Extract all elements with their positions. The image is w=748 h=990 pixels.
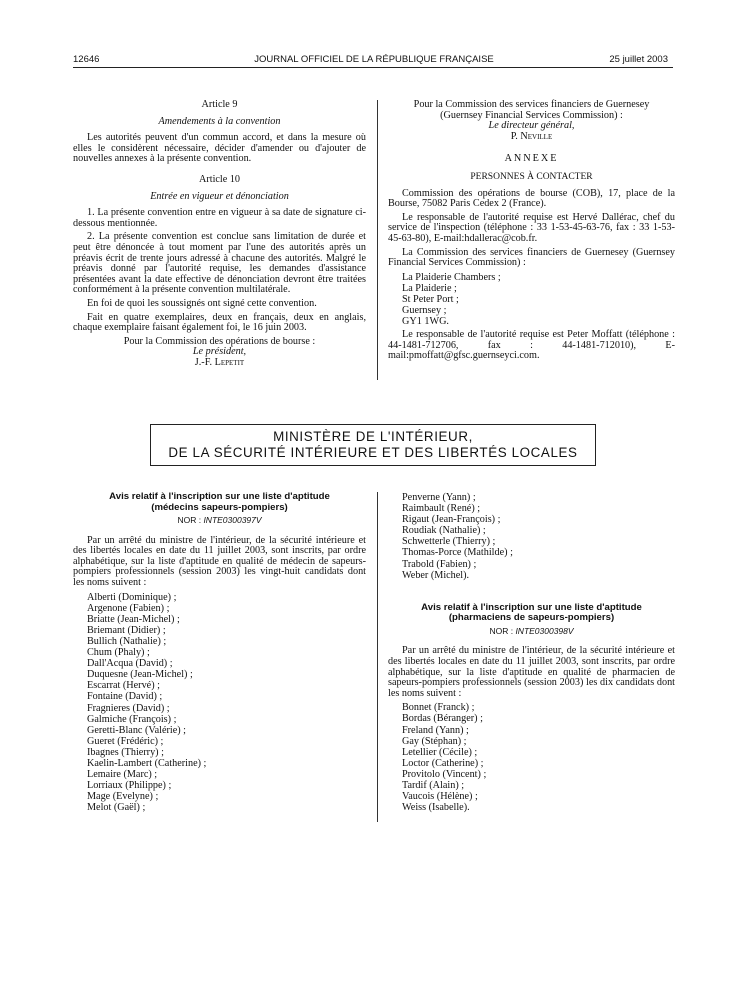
signature-intro: Pour la Commission des services financiers de Guernesey (Guernsey Financial Services Commission) : — [413, 99, 650, 121]
avis-medecins-column — [73, 492, 366, 813]
list-item: Gueret (Frédéric) ; — [87, 735, 164, 747]
column-divider — [377, 100, 378, 380]
column-divider — [377, 492, 378, 822]
list-item: Alberti (Dominique) ; — [87, 591, 177, 603]
list-item: Gay (Stéphan) ; — [402, 735, 467, 747]
annexe-subtitle: PERSONNES À CONTACTER — [470, 171, 593, 182]
article10-paragraph-4: Fait en quatre exemplaires, deux en français, deux en anglais, chaque exemplaire faisant également foi, le 16 juin 2003. — [73, 311, 366, 334]
list-item: Bullich (Nathalie) ; — [87, 635, 167, 647]
list-item: Lemaire (Marc) ; — [87, 769, 158, 781]
avis1-names-list — [73, 592, 366, 814]
ministry-line-1: MINISTÈRE DE L'INTÉRIEUR, — [273, 429, 473, 444]
list-item: Trabold (Fabien) ; — [402, 558, 477, 570]
list-item: Rigaut (Jean-François) ; — [402, 514, 501, 526]
annexe-heading: ANNEXE — [504, 153, 559, 165]
page-number: 12646 — [73, 54, 100, 65]
list-item: Vaucois (Hélène) ; — [402, 791, 478, 803]
address-line: Guernsey ; — [402, 305, 447, 316]
list-item: Tardif (Alain) ; — [402, 779, 465, 791]
address-line: La Plaiderie ; — [402, 282, 457, 294]
list-item: Kaelin-Lambert (Catherine) ; — [87, 757, 207, 769]
left-top-column — [73, 100, 366, 368]
list-item: Dall'Acqua (David) ; — [87, 658, 173, 670]
list-item: Provitolo (Vincent) ; — [402, 768, 487, 780]
avis2-names-list — [388, 702, 675, 813]
list-item: Fragnieres (David) ; — [87, 702, 170, 714]
address-line: St Peter Port ; — [402, 293, 459, 305]
list-item: Mage (Evelyne) ; — [87, 791, 159, 803]
article10-paragraph-2: 2. La présente convention est conclue sans limitation de durée et peut être dénoncée à tout moment par l'une des autorités après un préavis écrit de trente jours adressé à chacune des autorités. Malgré le préavis donné par l'autorité requise, les demandes d'assistance présentées avant la date effective de dénonciation devront être traitées conformément à la présente convention multilatérale. — [73, 231, 366, 296]
avis2-nor — [388, 626, 675, 637]
list-item: Weiss (Isabelle). — [402, 802, 470, 814]
annexe-paragraph-4: Le responsable de l'autorité requise est Peter Moffatt (téléphone : 44-1481-712706, fax : 44-1481-712010), E-mail:pmoffatt@gfsc.guernseyci.com. — [388, 329, 675, 362]
list-item: Geretti-Blanc (Valérie) ; — [87, 724, 186, 736]
avis1-names-list-continued — [388, 492, 675, 581]
signature-role: Le président, — [192, 346, 247, 358]
ministry-line-2: DE LA SÉCURITÉ INTÉRIEURE ET DES LIBERTÉS LOCALES — [168, 445, 578, 460]
nor-label: NOR : — [177, 515, 202, 525]
list-item: Escarrat (Hervé) ; — [87, 680, 160, 692]
article10-subtitle: Entrée en vigueur et dénonciation — [150, 190, 289, 202]
signature-intro: Pour la Commission des opérations de bourse : — [123, 335, 316, 347]
list-item: Bordas (Béranger) ; — [402, 713, 483, 725]
list-item: Duquesne (Jean-Michel) ; — [87, 669, 193, 681]
avis2-title-line-2: (pharmaciens de sapeurs-pompiers) — [448, 612, 615, 624]
journal-title: JOURNAL OFFICIEL DE LA RÉPUBLIQUE FRANÇAISE — [254, 54, 494, 65]
article9-text: Les autorités peuvent d'un commun accord, et dans la mesure où elles le considèrent nécessaire, décider d'amender ou d'ajouter de nouvelles annexes à la présente convention. — [73, 132, 366, 165]
avis1-nor — [73, 515, 366, 526]
list-item: Briemant (Didier) ; — [87, 624, 166, 636]
guernsey-address — [388, 272, 675, 327]
nor-value: INTE0300398V — [515, 625, 574, 636]
nor-label: NOR : — [489, 625, 514, 636]
header-rule — [73, 67, 673, 68]
signature-name: P. Neville — [510, 130, 553, 142]
list-item: Freland (Yann) ; — [402, 724, 469, 736]
article10-paragraph-1: 1. La présente convention entre en vigueur à sa date de signature ci-dessous mentionnée. — [73, 207, 366, 229]
list-item: Weber (Michel). — [402, 569, 470, 581]
list-item: Galmiche (François) ; — [87, 713, 177, 725]
signature-name: J.-F. Lepetit — [194, 356, 245, 368]
list-item: Chum (Phaly) ; — [87, 647, 150, 659]
article10-paragraph-3: En foi de quoi les soussignés ont signé cette convention. — [87, 297, 317, 309]
address-line: GY1 1WG. — [402, 316, 449, 328]
list-item: Schwetterle (Thierry) ; — [402, 536, 496, 548]
ministry-heading-box — [150, 424, 596, 466]
nor-value: INTE0300397V — [203, 515, 262, 525]
list-item: Roudiak (Nathalie) ; — [402, 525, 486, 537]
list-item: Lorriaux (Philippe) ; — [87, 780, 172, 792]
avis1-title-line-2: (médecins sapeurs-pompiers) — [151, 501, 288, 513]
signature-role: Le directeur général, — [488, 120, 575, 132]
list-item: Fontaine (David) ; — [87, 691, 163, 703]
list-item: Bonnet (Franck) ; — [402, 702, 475, 714]
list-item: Argenone (Fabien) ; — [87, 602, 170, 614]
list-item: Melot (Gaël) ; — [87, 802, 146, 814]
annexe-paragraph-3: La Commission des services financiers de Guernesey (Guernsey Financial Services Commission) : — [388, 246, 675, 269]
avis-pharmaciens-column — [388, 492, 675, 813]
avis1-intro: Par un arrêté du ministre de l'intérieur, de la sécurité intérieure et des libertés locales en date du 11 juillet 2003, sont inscrits, par ordre alphabétique, sur la liste d'aptitude en qualité de médecin de sapeurs-pompiers professionnels (session 2003) les vingt-huit candidats dont les noms suivent : — [73, 534, 366, 588]
list-item: Raimbault (René) ; — [402, 503, 481, 515]
publication-date: 25 juillet 2003 — [609, 54, 668, 65]
annexe-paragraph-1: Commission des opérations de bourse (COB), 17, place de la Bourse, 75082 Paris Cedex 2 (France). — [388, 187, 675, 210]
avis2-intro: Par un arrêté du ministre de l'intérieur, de la sécurité intérieure et des libertés locales en date du 11 juillet 2003, sont inscrits, par ordre alphabétique, sur la liste d'aptitude en qualité de pharmacien de sapeurs-pompiers professionnels (session 2003) les dix candidats dont les noms suivent : — [388, 645, 675, 699]
list-item: Ibagnes (Thierry) ; — [87, 746, 164, 758]
address-line: La Plaiderie Chambers ; — [402, 271, 501, 283]
article9-subtitle: Amendements à la convention — [158, 115, 281, 127]
article10-heading: Article 10 — [198, 173, 241, 185]
list-item: Loctor (Catherine) ; — [402, 757, 484, 769]
list-item: Briatte (Jean-Michel) ; — [87, 613, 180, 625]
list-item: Thomas-Porce (Mathilde) ; — [402, 547, 513, 559]
avis1-title-line-1: Avis relatif à l'inscription sur une liste d'aptitude — [109, 491, 330, 502]
list-item: Penverne (Yann) ; — [402, 492, 476, 503]
article9-heading: Article 9 — [201, 99, 238, 110]
annexe-paragraph-2: Le responsable de l'autorité requise est Hervé Dallérac, chef du service de l'inspection (téléphone : 33 1-53-45-63-76, fax : 33 1-53-45-63-80), E-mail:hdallerac@cob.fr. — [388, 211, 675, 244]
list-item: Letellier (Cécile) ; — [402, 746, 478, 758]
right-top-column — [388, 100, 675, 365]
avis2-title-line-1: Avis relatif à l'inscription sur une liste d'aptitude — [421, 601, 642, 613]
